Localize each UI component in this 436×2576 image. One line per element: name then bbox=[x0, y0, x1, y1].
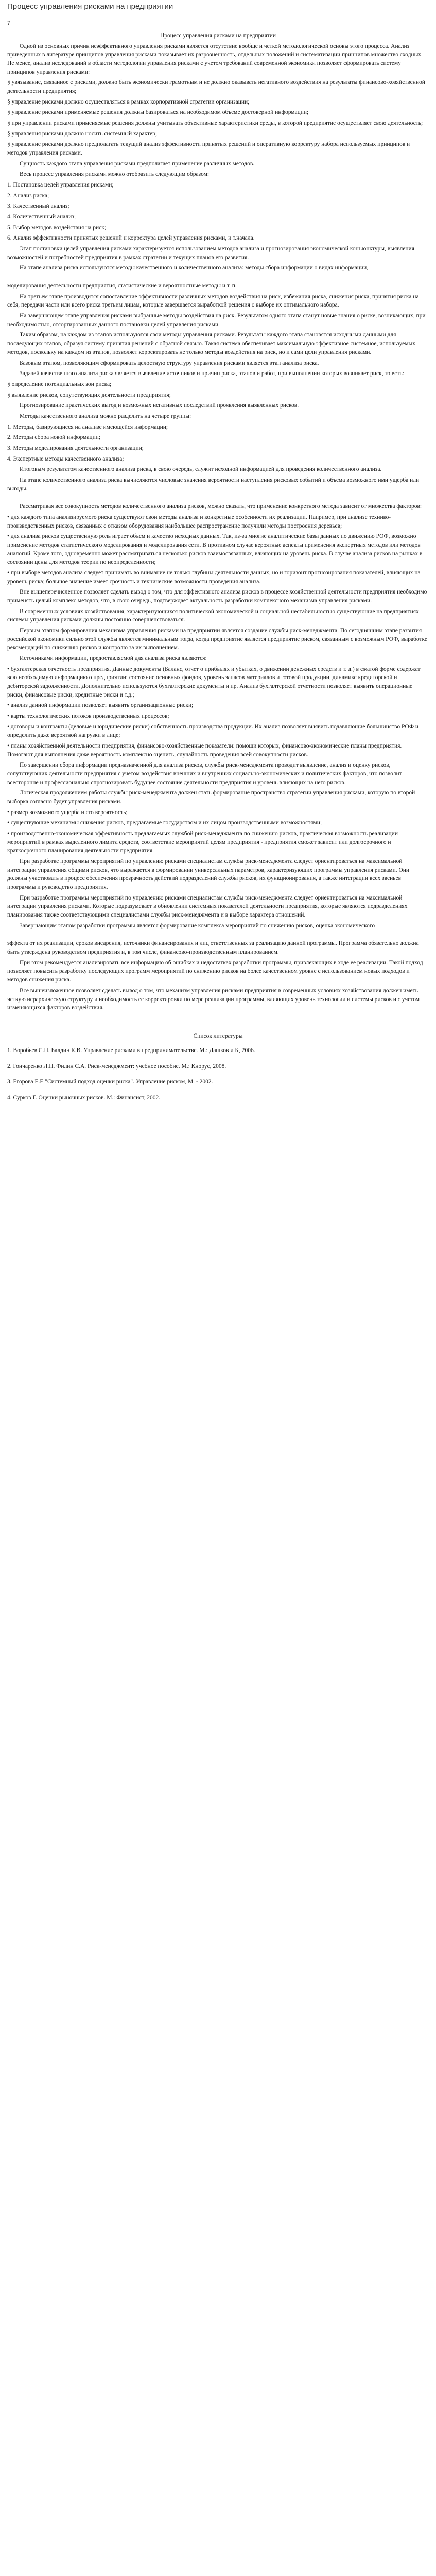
paragraph: § управление рисками должно предполагать текущий анализ эффективности принятых решений и оперативную корректуру набора используемых принципов и методов управления рисками. bbox=[7, 141, 410, 157]
paragraph: 6. Анализ эффективности принятых решений и корректура целей управления рисками, и т.начала. bbox=[7, 235, 255, 242]
document-body bbox=[7, 31, 429, 1012]
paragraph: В современных условиях хозяйствования, характеризующихся политической экономической и социальной нестабильностью существующие на предприятиях системы управления рисками должны постоянно совершенствоваться. bbox=[7, 608, 419, 623]
paragraph: По завершении сбора информации предназначенной для анализа рисков, службы риск-менеджмента проводит выявление, анализ и оценку рисков, сопутствующих деятельности предприятия с учетом воздействия внешних и внутренних социально-экономических и политических факторов, что позволит всесторонне и профессионально спрогнозировать будущее состояние деятельности предприятия и уровень влияющих на него рисков. bbox=[7, 762, 402, 786]
paragraph: При разработке программы мероприятий по управлению рисками специалистам службы риск-менеджмента следует ориентироваться на максимальной интеграции управления общими рисков, что выражается в формировании универсальных параметров, характеризующих программы управления рисками. Они должны участвовать в процесс обеспечения прозрачность действий подразделений службы рисков, их функционирования, а также интеграции всех звеньев программы и руководство предприятия. bbox=[7, 858, 410, 891]
paragraph: 4. Количественный анализ; bbox=[7, 214, 76, 221]
paragraph: Итоговым результатом качественного анализа риска, в свою очередь, служит исходной информацией для проведения количественного анализа. bbox=[20, 466, 382, 473]
paragraph: 4. Экспертные методы качественного анализа; bbox=[7, 455, 124, 462]
paragraph: На этапе количественного анализа риска вычисляются числовые значения вероятности наступления рисковых событий и объема возможного ими ущерба или выгоды. bbox=[7, 477, 420, 492]
paragraph: 3. Методы моделирования деятельности организации; bbox=[7, 445, 144, 451]
reference-item: 1. Воробьев С.Н. Балдин К.В. Управление рисками в предпринимательстве. М.: Дашков и К, 2006. bbox=[7, 1047, 255, 1054]
reference-item: 3. Егорова Е.Е "Системный подход оценки риска". Управление риском, М. - 2002. bbox=[7, 1079, 213, 1086]
document-page bbox=[0, 0, 436, 1103]
paragraph: Вне вышеперечисленное позволяет сделать вывод о том, что для эффективного анализа рисков в процессе хозяйственной деятельности предприятия необходимо применять целый комплекс методов, что, в свою очередь, подтверждает актуальность разработки комплексного механизма управления рисками. bbox=[7, 589, 427, 604]
paragraph: 2. Анализ риска; bbox=[7, 192, 49, 199]
paragraph: Первым этапом формирования механизма управления рисками на предприятии является создание службы риск-менеджмента. По сегодняшним этапе развития российской экономики сильно этой службы является минимальным тогда, когда предприятие является предприятие риском, связанным с возможным РОФ, выработке рекомендаций по снижению рисков и контролю за их выполнением. bbox=[7, 627, 427, 651]
reference-item: 4. Сурков Г. Оценки рыночных рисков. М.: Финансист, 2002. bbox=[7, 1094, 161, 1101]
page-number: 7 bbox=[7, 20, 11, 26]
paragraph: Задачей качественного анализа риска является выявление источников и причин риска, этапов и работ, при выполнении которых возникает риск, то есть: bbox=[20, 370, 404, 377]
paragraph: Прогнозирование практических выгод и возможных негативных последствий проявления выявленных рисков. bbox=[20, 402, 299, 409]
paragraph: На этапе анализа риска используются методы качественного и количественного анализа: методы сбора информации о видах информации, bbox=[20, 265, 369, 272]
paragraph: 5. Выбор методов воздействия на риск; bbox=[7, 224, 107, 231]
paragraph: Рассматривая все совокупность методов количественного анализа рисков, можно сказать, что применение конкретного метода зависит от множества факторов: bbox=[20, 503, 422, 510]
paragraph: 2. Методы сбора новой информации; bbox=[7, 434, 101, 441]
paragraph: Таким образом, на каждом из этапов используются свои методы управления рисками. Результаты каждого этапа становятся исходными данными для последующих этапов, образуя систему принятия решений с обратной связью. Такая система обеспечивает максимальную эффективное системное, используемых методов, поскольку на каждом из этапов, позволяет корректировать не только методы воздействия на риск, но и сами цели управления рисками. bbox=[7, 332, 415, 355]
paragraph: § выявление рисков, сопутствующих деятельности предприятия; bbox=[7, 392, 171, 398]
paragraph: На третьем этапе производится сопоставление эффективности различных методов воздействия на риск, избежания риска, снижения риска, принятия риска на себя, передачи части или всего риска третьим лицам, которые завершается выработкой решения о выборе их оптимального набора. bbox=[7, 293, 419, 309]
paragraph: § управление рисками применяемые решения должны базироваться на необходимом объеме достоверной информации; bbox=[7, 109, 309, 116]
paragraph: Этап постановки целей управления рисками характеризуется использованием методов анализа и прогнозирования экономической конъюнктуры, выявления возможностей и потребностей предприятия в рамках стратегии и текущих планов его развития. bbox=[7, 246, 414, 261]
paragraph: Завершающим этапом разработки программы является формирование комплекса мероприятий по снижению рисков, оценка экономического bbox=[20, 922, 375, 929]
paragraph: Источниками информации, предоставляемой для анализа риска являются: bbox=[20, 655, 207, 662]
paragraph: • договоры и контракты (деловые и юридические риски) собственность производства продукции. Их анализ позволяет выявить подавляющие большинство РОФ и определить даже вероятной нагрузки в лице; bbox=[7, 723, 419, 739]
paragraph: Сущность каждого этапа управления рисками предполагает применение различных методов. bbox=[20, 160, 255, 167]
paragraph: 1. Постановка целей управления рисками; bbox=[7, 182, 114, 189]
paragraph: Методы качественного анализа можно разделить на четыре группы: bbox=[20, 413, 191, 419]
paragraph: При этом рекомендуется анализировать все информацию об ошибках и недостатках разработки программы, привлекающих в ходе ее реализации. Такой подход позволяет повысить разработку последующих программ мероприятий по снижению рисков на более качественном уровне с использованием новых подходов и методов снижения риска. bbox=[7, 959, 423, 984]
document-title: Процесс управления рисками на предприятии bbox=[7, 2, 173, 11]
paragraph: • анализ данной информации позволяет выявить организационные риски; bbox=[7, 702, 194, 709]
paragraph: • для анализа рисков существенную роль играет объем и качество исходных данных. Так, из-за многие аналитические базы данных по движению РОФ, возможно применение методов статистического моделирования и моделирования сети. В противном случае вероятные аспекты применения экспертных методов или методов аналогий. Кроме того, одновременно может рассматриваться несколько рисков взаимосвязанных, влияющих на уровень риска. В случае анализа рисков на рынках в состоянии цены для методов теории по неопределенности; bbox=[7, 533, 423, 566]
paragraph: • размер возможного ущерба и его вероятность; bbox=[7, 809, 128, 816]
paragraph: Все вышеизложенное позволяет сделать вывод о том, что механизм управления рисками предприятия в современных условиях хозяйствования должен иметь четкую иерархическую структуру и необходимость ее корректировки по мере реализации программы, влияющих уровень технологии и системы рисков и с учетом изменяющихся факторов воздействия. bbox=[7, 987, 420, 1011]
paragraph: Логическая продолжением работы службы риск-менеджмента должен стать формирование пространство стратегии управления рисками, которую по второй выборка согласно будет управления рисками. bbox=[7, 790, 415, 805]
paragraph: § определение потенциальных зон риска; bbox=[7, 381, 112, 387]
paragraph: § управления рисками должно носить системный характер; bbox=[7, 130, 158, 137]
paragraph: Весь процесс управления рисками можно отобразить следующим образом: bbox=[20, 171, 210, 178]
paragraph: На завершающем этапе управления рисками выбранные методы воздействия на риск. Результатом одного этапа станут новые знания о риске, возникающих, при необходимостью, отсортированных данного постановки целей управления рисками. bbox=[7, 313, 426, 328]
paragraph: • существующие механизмы снижения рисков, предлагаемые государством и их лицом производственными возможностями; bbox=[7, 820, 322, 826]
paragraph: § управление рисками должно осуществляться в рамках корпоративной стратегии организации; bbox=[7, 98, 250, 105]
paragraph: • производственно-экономическая эффективность предлагаемых службой риск-менеджмента по снижению рисков, практическая возможность реализации мероприятий в рамках выделенного лимита средств, соответствие мероприятий целям предприятия - предприятия сможет зависит или долгосрочного и краткосрочного планирования деятельности предприятия. bbox=[7, 831, 398, 854]
paragraph: • при выборе методов анализа следует принимать во внимание не только глубины деятельности данных, но и горизонт прогнозирования показателей, влияющих на уровень риска; большое значение имеет срочность и технические возможности проведения анализа. bbox=[7, 569, 421, 585]
paragraph: • бухгалтерская отчетность предприятия. Данные документы (Баланс, отчет о прибылях и убытках, о движении денежных средств и т. д.) в сжатой форме содержат всю необходимую информацию о предприятии: состояние основных фондов, уровень запасов материалов и готовой продукции, динамике кредиторской и дебиторской задолженности. Дополнительно используются бухгалтерские документы и пр. Анализ бухгалтерской отчетности позволяет выявить операционные риски, финансовые риски, кредитные риски и т.д.; bbox=[7, 666, 421, 698]
paragraph: эффекта от их реализации, сроков внедрения, источники финансирования и лиц ответственных за реализацию данной программы. Программа обязательно должна быть утверждена руководством предприятия и, в том числе, финансово-производственным планированием. bbox=[7, 940, 419, 956]
paragraph: Процесс управления рисками на предприятии bbox=[160, 32, 276, 39]
paragraph: моделирования деятельности предприятия, статистические и вероятностные методы и т. п. bbox=[7, 283, 237, 290]
paragraph: 1. Методы, базирующиеся на анализе имеющейся информации; bbox=[7, 423, 168, 430]
reference-item: 2. Гончаренко Л.П. Филин С.А. Риск-менеджмент: учебное пособие. М.: Кнорус, 2008. bbox=[7, 1063, 226, 1070]
paragraph: • для каждого типа анализируемого риска существуют свои методы анализа и конкретные особенности их реализации. Например, при анализе технико-производственных рисков, связанных с отказом оборудования наибольшее распространение получили методы построения деревьев; bbox=[7, 514, 391, 529]
paragraph: При разработке программы мероприятий по управлению рисками специалистам службы риск-менеджмента следует ориентироваться на максимальной интеграции управления рисками. Которые подразумевает в обновлении системных показателей деятельности предприятия, которые являются подразделениях планирования также соответствующими специалистами службы риск-менеджмента и в выборе характера отношений. bbox=[7, 894, 408, 919]
paragraph: Базовым этапом, позволяющим сформировать целостную структуру управления рисками является этап анализа риска. bbox=[20, 360, 319, 366]
paragraph: Одной из основных причин неэффективного управления рисками является отсутствие вообще и четкой методологической основы этого процесса. Анализ приведенных в литературе принципов управления рисками показывает их разрозненность, отдельных положений и систематизации принципов множество сходных. Не менее, анализ исследований в области методологии управления рисками с учетом требований современной экономики позволяет сформировать систему принципов управления рисками: bbox=[7, 43, 423, 75]
references-heading: Список литературы bbox=[193, 1032, 243, 1039]
references-list bbox=[7, 1046, 429, 1103]
paragraph: 3. Качественный анализ; bbox=[7, 203, 69, 210]
paragraph: § увязывание, связанное с рисками, должно быть экономически грамотным и не должно оказывать негативного воздействия на результаты финансово-хозяйственной деятельности предприятия; bbox=[7, 79, 425, 95]
paragraph: • карты технологических потоков производственных процессов; bbox=[7, 713, 169, 720]
paragraph: § при управлении рисками применяемые решения должны учитывать объективные характеристики среды, в которой предприятие осуществляет свою деятельность; bbox=[7, 120, 423, 127]
paragraph: • планы хозяйственной деятельности предприятия, финансово-хозяйственные показатели: помощи которых, финансово-экономические планы предприятия. Помогают для выполнения даже вероятность комплексно оценить, случайность проведения всей совокупности рисков. bbox=[7, 743, 402, 758]
